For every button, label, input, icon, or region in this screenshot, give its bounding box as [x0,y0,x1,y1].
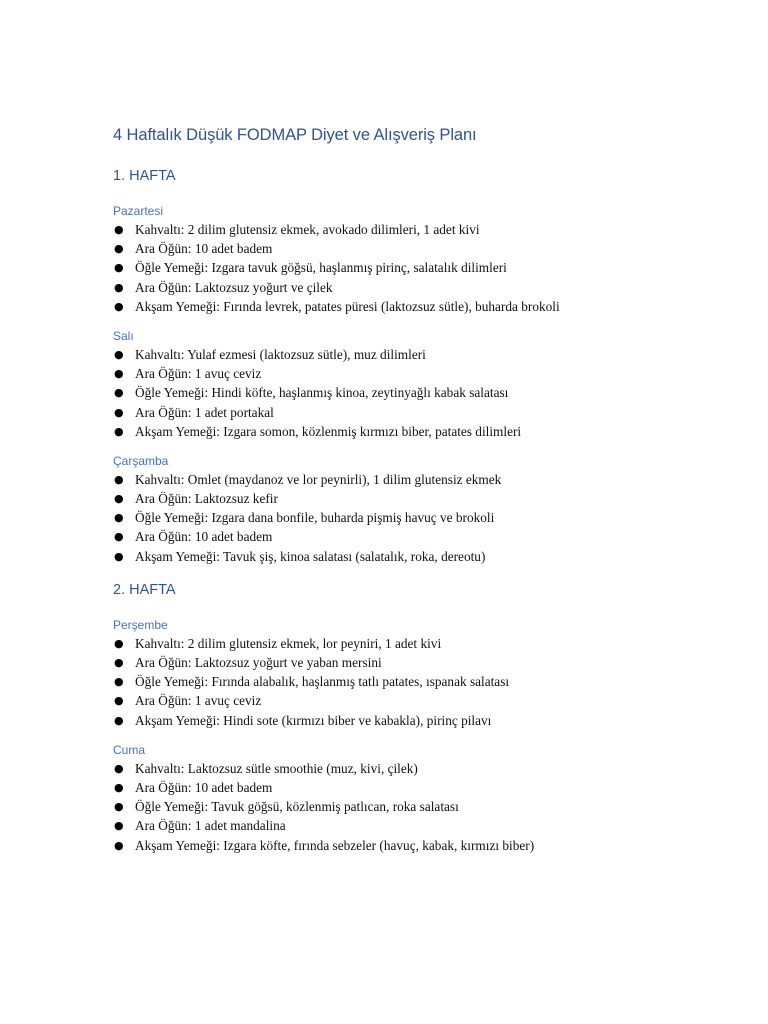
list-item [113,258,723,277]
bullet-dot-icon: ● [114,367,124,381]
bullet-dot-icon: ● [114,242,124,256]
bullet-dot-icon: ● [114,347,124,361]
week-section [113,580,723,855]
day-heading: Perşembe [113,617,168,632]
bullet-dot-icon: ● [114,819,124,833]
meal-list [113,345,723,441]
list-item [113,547,723,566]
list-item [113,634,723,653]
list-item [113,364,723,383]
list-item [113,816,723,835]
bullet-dot-icon: ● [114,405,124,419]
meal-text: Ara Öğün: 10 adet badem [135,241,273,257]
bullet-dot-icon: ● [114,636,124,650]
bullet-dot-icon: ● [114,713,124,727]
list-item [113,527,723,546]
meal-text: Akşam Yemeği: Izgara somon, közlenmiş kırmızı biber, patates dilimleri [135,423,522,439]
meal-text: Ara Öğün: 1 avuç ceviz [135,693,262,709]
list-item [113,422,723,441]
week-section [113,166,723,566]
list-item [113,470,723,489]
meal-text: Akşam Yemeği: Tavuk şiş, kinoa salatası (salatalık, roka, dereotu) [135,548,486,564]
list-item [113,297,723,316]
week-heading: 1. HAFTA [113,168,176,184]
list-item [113,778,723,797]
meal-list [113,759,723,855]
day-heading: Salı [113,328,134,343]
bullet-dot-icon: ● [114,838,124,852]
meal-text: Ara Öğün: 1 avuç ceviz [135,366,262,382]
meal-text: Kahvaltı: Yulaf ezmesi (laktozsuz sütle), muz dilimleri [135,346,426,362]
day-heading: Çarşamba [113,453,169,468]
meal-text: Ara Öğün: 10 adet badem [135,779,273,795]
meal-text: Ara Öğün: 10 adet badem [135,529,273,545]
meal-list [113,470,723,566]
meal-text: Öğle Yemeği: Hindi köfte, haşlanmış kinoa, zeytinyağlı kabak salatası [135,385,509,401]
bullet-dot-icon: ● [114,780,124,794]
list-item [113,239,723,258]
list-item [113,672,723,691]
meal-text: Akşam Yemeği: Fırında levrek, patates püresi (laktozsuz sütle), buharda brokoli [135,298,560,314]
list-item [113,220,723,239]
meal-text: Kahvaltı: 2 dilim glutensiz ekmek, lor peyniri, 1 adet kivi [135,635,442,651]
list-item [113,278,723,297]
bullet-dot-icon: ● [114,223,124,236]
day-section [113,742,723,855]
bullet-dot-icon: ● [114,472,124,486]
meal-text: Öğle Yemeği: Izgara dana bonfile, buharda pişmiş havuç ve brokoli [135,510,495,526]
meal-text: Akşam Yemeği: Hindi sote (kırmızı biber ve kabakla), pirinç pilavı [135,712,492,728]
bullet-dot-icon: ● [114,675,124,689]
day-section [113,203,723,316]
bullet-dot-icon: ● [114,299,124,313]
meal-text: Kahvaltı: Omlet (maydanoz ve lor peynirli), 1 dilim glutensiz ekmek [135,471,502,487]
bullet-dot-icon: ● [114,386,124,400]
bullet-dot-icon: ● [114,761,124,775]
document-title: 4 Haftalık Düşük FODMAP Diyet ve Alışveriş Planı [113,126,477,144]
bullet-dot-icon: ● [114,511,124,525]
list-item [113,653,723,672]
document-content [113,124,723,855]
meal-text: Akşam Yemeği: Izgara köfte, fırında sebzeler (havuç, kabak, kırmızı biber) [135,837,535,853]
meal-text: Öğle Yemeği: Tavuk göğsü, közlenmiş patlıcan, roka salatası [135,799,459,815]
bullet-dot-icon: ● [114,424,124,438]
day-heading: Pazartesi [113,204,164,218]
meal-list [113,634,723,730]
bullet-dot-icon: ● [114,549,124,563]
list-item [113,383,723,402]
meal-text: Öğle Yemeği: Izgara tavuk göğsü, haşlanmış pirinç, salatalık dilimleri [135,260,507,276]
meal-text: Ara Öğün: Laktozsuz kefir [135,491,278,507]
day-section [113,328,723,441]
bullet-dot-icon: ● [114,694,124,708]
list-item [113,345,723,364]
meal-text: Ara Öğün: Laktozsuz yoğurt ve çilek [135,279,333,295]
meal-text: Ara Öğün: 1 adet mandalina [135,818,286,834]
meal-text: Kahvaltı: Laktozsuz sütle smoothie (muz, kivi, çilek) [135,760,418,776]
list-item [113,797,723,816]
bullet-dot-icon: ● [114,656,124,669]
day-section [113,617,723,730]
meal-text: Ara Öğün: Laktozsuz yoğurt ve yaban mersini [135,655,382,670]
meal-list [113,220,723,316]
bullet-dot-icon: ● [114,492,124,506]
bullet-dot-icon: ● [114,261,124,275]
list-item [113,403,723,422]
day-heading: Cuma [113,742,146,757]
list-item [113,759,723,778]
meal-text: Öğle Yemeği: Fırında alabalık, haşlanmış tatlı patates, ıspanak salatası [135,674,510,690]
list-item [113,691,723,710]
week-heading: 2. HAFTA [113,581,176,598]
meal-text: Ara Öğün: 1 adet portakal [135,404,274,420]
bullet-dot-icon: ● [114,530,124,544]
meal-text: Kahvaltı: 2 dilim glutensiz ekmek, avokado dilimleri, 1 adet kivi [135,222,480,237]
list-item [113,508,723,527]
bullet-dot-icon: ● [114,280,124,294]
day-section [113,453,723,566]
list-item [113,489,723,508]
list-item [113,836,723,855]
list-item [113,711,723,730]
bullet-dot-icon: ● [114,800,124,814]
